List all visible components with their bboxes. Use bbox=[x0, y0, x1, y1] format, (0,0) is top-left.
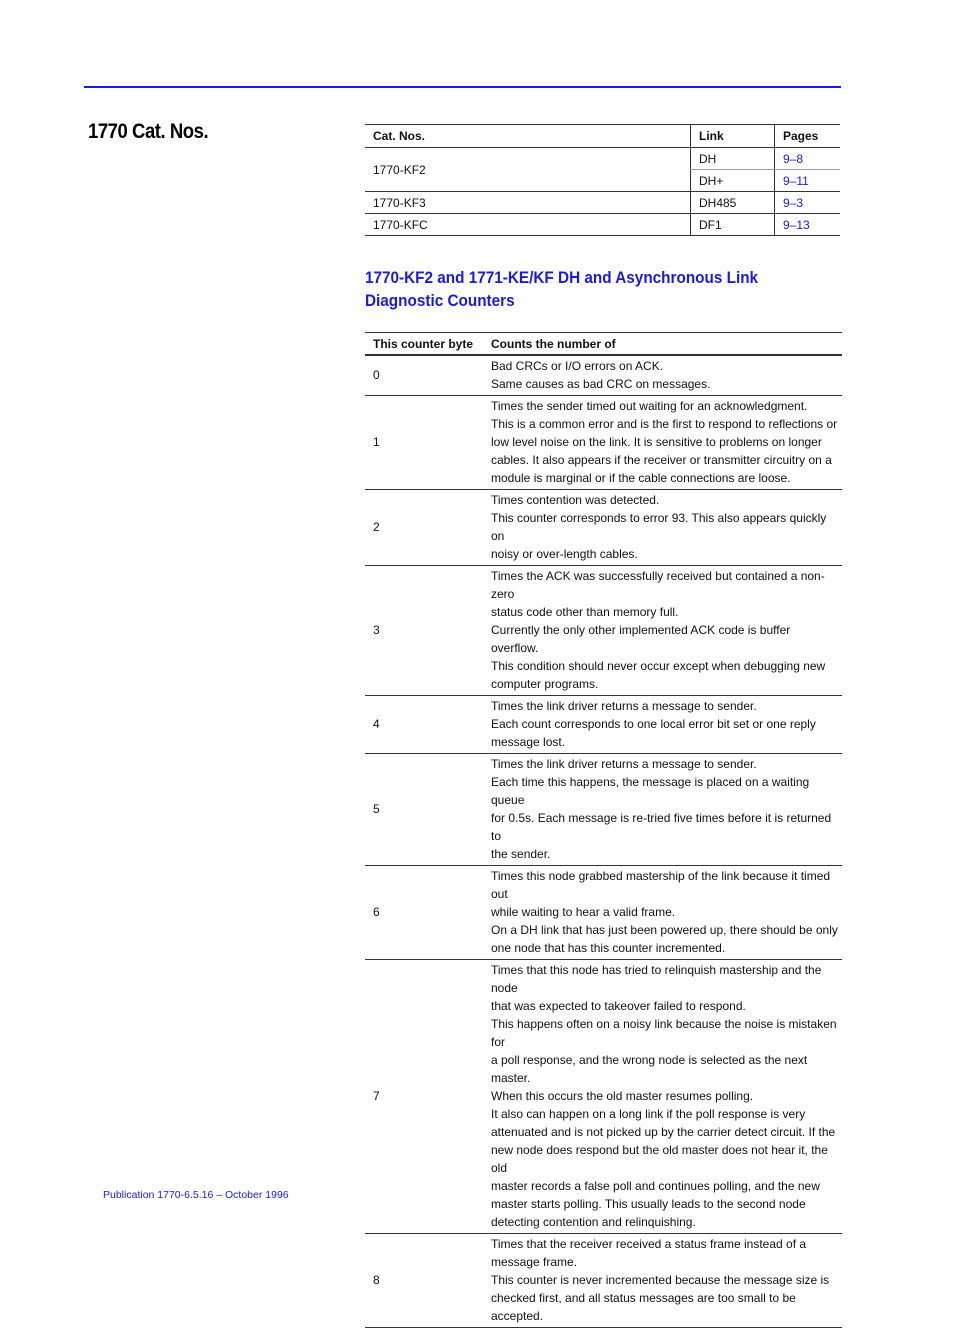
counter-description bbox=[486, 490, 842, 566]
description-line: cables. It also appears if the receiver or transmitter circuitry on a bbox=[491, 453, 832, 467]
cat-table-header-row bbox=[365, 125, 840, 148]
link-cell: DH+ bbox=[691, 170, 775, 192]
description-line: When this occurs the old master resumes polling. bbox=[491, 1089, 754, 1103]
table-row bbox=[365, 960, 842, 1234]
description-line: status code other than memory full. bbox=[491, 605, 679, 619]
counter-description bbox=[486, 355, 842, 396]
counter-description bbox=[486, 1234, 842, 1328]
description-line: master starts polling. This usually leads to the second node bbox=[491, 1197, 806, 1211]
table-row bbox=[365, 696, 842, 754]
description-line: computer programs. bbox=[491, 677, 599, 691]
description-line: attenuated and is not picked up by the carrier detect circuit. If the bbox=[491, 1125, 836, 1139]
pages-link[interactable]: 9–3 bbox=[775, 192, 841, 214]
table-row bbox=[365, 355, 842, 396]
publication-footer: Publication 1770-6.5.16 – October 1996 bbox=[103, 1189, 289, 1201]
pages-link[interactable]: 9–8 bbox=[775, 148, 841, 170]
table-row bbox=[365, 566, 842, 696]
heading-line-2: Diagnostic Counters bbox=[365, 291, 515, 310]
link-cell: DH485 bbox=[691, 192, 775, 214]
description-line: Currently the only other implemented ACK code is buffer overflow. bbox=[491, 623, 791, 655]
description-line: one node that has this counter incremented. bbox=[491, 941, 726, 955]
diagnostic-counters-table bbox=[365, 332, 842, 1328]
description-line: noisy or over-length cables. bbox=[491, 547, 638, 561]
counter-byte: 5 bbox=[365, 754, 486, 866]
pages-link[interactable]: 9–13 bbox=[775, 214, 841, 236]
table-row bbox=[365, 148, 840, 170]
description-line: This counter corresponds to error 93. This also appears quickly on bbox=[491, 511, 827, 543]
description-line: Times the link driver returns a message to sender. bbox=[491, 757, 757, 771]
description-line: detecting contention and relinquishing. bbox=[491, 1215, 696, 1229]
description-line: Times the sender timed out waiting for an acknowledgment. bbox=[491, 399, 808, 413]
table-row bbox=[365, 866, 842, 960]
counter-byte: 8 bbox=[365, 1234, 486, 1328]
description-line: master records a false poll and continues polling, and the new bbox=[491, 1179, 820, 1193]
cat-cell: 1770-KF2 bbox=[365, 148, 691, 192]
counter-description bbox=[486, 866, 842, 960]
counter-description bbox=[486, 696, 842, 754]
cat-nos-table bbox=[365, 124, 840, 236]
description-line: This is a common error and is the first to respond to reflections or bbox=[491, 417, 838, 431]
table-row bbox=[365, 1234, 842, 1328]
cat-cell: 1770-KF3 bbox=[365, 192, 691, 214]
pages-link[interactable]: 9–11 bbox=[775, 170, 841, 192]
link-header: Link bbox=[691, 125, 775, 148]
cat-cell: 1770-KFC bbox=[365, 214, 691, 236]
description-line: while waiting to hear a valid frame. bbox=[491, 905, 676, 919]
description-line: Times this node grabbed mastership of the link because it timed out bbox=[491, 869, 831, 901]
heading-line-1: 1770-KF2 and 1771-KE/KF DH and Asynchronous Link bbox=[365, 268, 759, 287]
description-line: On a DH link that has just been powered up, there should be only bbox=[491, 923, 838, 937]
description-line: This counter is never incremented because the message size is bbox=[491, 1273, 830, 1287]
description-line: It also can happen on a long link if the poll response is very bbox=[491, 1107, 806, 1121]
description-line: Same causes as bad CRC on messages. bbox=[491, 377, 711, 391]
description-line: Times the link driver returns a message to sender. bbox=[491, 699, 757, 713]
top-rule bbox=[84, 86, 841, 88]
diagnostic-counters-heading bbox=[365, 266, 788, 312]
table-row bbox=[365, 396, 842, 490]
counter-table-header-row bbox=[365, 333, 842, 356]
description-line: that was expected to takeover failed to respond. bbox=[491, 999, 746, 1013]
counter-description bbox=[486, 396, 842, 490]
byte-header: This counter byte bbox=[365, 333, 486, 356]
description-line: low level noise on the link. It is sensitive to problems on longer bbox=[491, 435, 822, 449]
counter-byte: 4 bbox=[365, 696, 486, 754]
description-line: checked first, and all status messages are too small to be accepted. bbox=[491, 1291, 796, 1323]
link-cell: DF1 bbox=[691, 214, 775, 236]
description-line: a poll response, and the wrong node is selected as the next master. bbox=[491, 1053, 808, 1085]
description-line: for 0.5s. Each message is re-tried five times before it is returned to bbox=[491, 811, 832, 843]
counter-byte: 0 bbox=[365, 355, 486, 396]
description-line: Times that the receiver received a status frame instead of a bbox=[491, 1237, 807, 1251]
table-row bbox=[365, 214, 840, 236]
description-line: This condition should never occur except when debugging new bbox=[491, 659, 826, 673]
description-line: Each time this happens, the message is placed on a waiting queue bbox=[491, 775, 810, 807]
pages-header: Pages bbox=[775, 125, 841, 148]
description-line: module is marginal or if the cable connections are loose. bbox=[491, 471, 791, 485]
counter-byte: 7 bbox=[365, 960, 486, 1234]
counter-description bbox=[486, 754, 842, 866]
table-row bbox=[365, 490, 842, 566]
counter-byte: 2 bbox=[365, 490, 486, 566]
table-row bbox=[365, 192, 840, 214]
table-row bbox=[365, 754, 842, 866]
description-line: Each count corresponds to one local error bit set or one reply bbox=[491, 717, 816, 731]
section-title: 1770 Cat. Nos. bbox=[88, 120, 209, 143]
counter-byte: 3 bbox=[365, 566, 486, 696]
link-cell: DH bbox=[691, 148, 775, 170]
description-line: the sender. bbox=[491, 847, 551, 861]
counter-byte: 1 bbox=[365, 396, 486, 490]
description-line: Times contention was detected. bbox=[491, 493, 660, 507]
description-line: Times the ACK was successfully received but contained a non-zero bbox=[491, 569, 825, 601]
description-line: message lost. bbox=[491, 735, 566, 749]
description-line: This happens often on a noisy link because the noise is mistaken for bbox=[491, 1017, 837, 1049]
description-line: new node does respond but the old master does not hear it, the old bbox=[491, 1143, 828, 1175]
description-line: Bad CRCs or I/O errors on ACK. bbox=[491, 359, 664, 373]
description-line: message frame. bbox=[491, 1255, 578, 1269]
counter-description bbox=[486, 960, 842, 1234]
counts-header: Counts the number of bbox=[486, 333, 842, 356]
description-line: Times that this node has tried to relinquish mastership and the node bbox=[491, 963, 822, 995]
cat-header: Cat. Nos. bbox=[365, 125, 691, 148]
counter-byte: 6 bbox=[365, 866, 486, 960]
counter-table-body bbox=[365, 355, 842, 1328]
counter-description bbox=[486, 566, 842, 696]
